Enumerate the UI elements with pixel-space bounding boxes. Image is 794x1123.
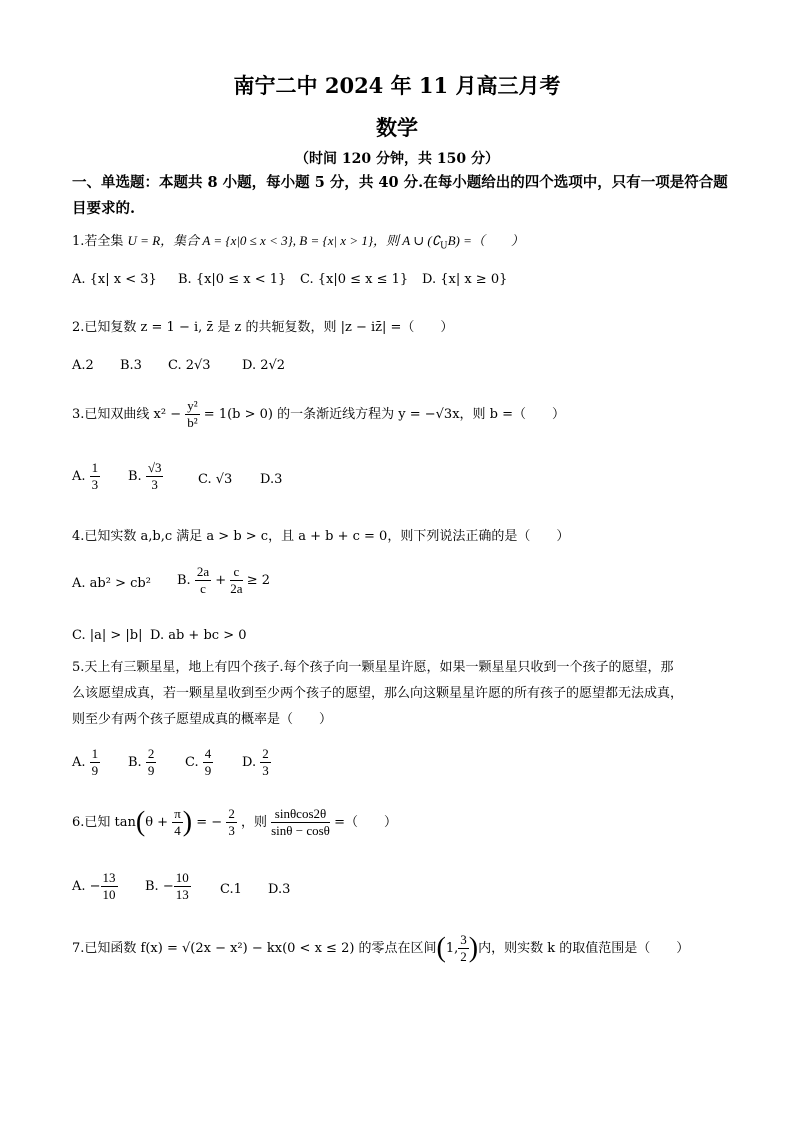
q5-line-3: 则至少有两个孩子愿望成真的概率是（ ） bbox=[72, 712, 333, 727]
q4-option-b[interactable] bbox=[177, 564, 270, 597]
q6-main-frac bbox=[271, 806, 330, 839]
question-5 bbox=[72, 655, 732, 733]
question-4: 4.已知实数 a,b,c 满足 a > b > c，且 a + b + c = 0，则下列说法正确的是（ ） bbox=[72, 529, 570, 544]
q5-option-d[interactable] bbox=[242, 746, 271, 779]
q5-a-label: A. bbox=[72, 755, 86, 770]
q6-b-num: 10 bbox=[175, 870, 189, 885]
question-2: 2.已知复数 z = 1 − i, z̄ 是 z 的共轭复数，则 |z − iz̄| =（ ） bbox=[72, 320, 454, 335]
q5-d-den: 3 bbox=[262, 763, 269, 778]
q6-right-paren: ) bbox=[182, 806, 193, 838]
exam-title: 南宁二中 2024 年 11 月高三月考 bbox=[233, 73, 561, 98]
q4-option-d[interactable]: D. ab + bc > 0 bbox=[150, 628, 247, 643]
q4-b-f2-num: c bbox=[230, 564, 242, 581]
q6-option-b[interactable] bbox=[145, 870, 191, 903]
exam-duration: （时间 120 分钟，共 150 分） bbox=[295, 151, 499, 167]
question-6 bbox=[72, 806, 732, 839]
q3-option-d[interactable]: D.3 bbox=[260, 472, 283, 487]
q6-b-frac bbox=[174, 870, 191, 903]
q5-d-frac bbox=[260, 746, 271, 779]
q3-option-b-label: B. bbox=[128, 469, 142, 484]
q6-a-num: 13 bbox=[102, 870, 116, 885]
q1-option-a[interactable]: A. {x| x < 3} bbox=[72, 272, 157, 287]
q4-b-plus: + bbox=[215, 573, 227, 588]
q4-b-frac2 bbox=[230, 564, 242, 597]
q3-b-num: √3 bbox=[147, 460, 162, 475]
q6-stem-b: = − bbox=[196, 815, 223, 830]
q5-a-den: 9 bbox=[91, 763, 99, 778]
q6-pi-frac bbox=[172, 806, 183, 839]
q3-option-c[interactable]: C. √3 bbox=[198, 472, 233, 487]
q7-left-paren: ( bbox=[436, 932, 446, 964]
q4-b-label: B. bbox=[177, 573, 191, 588]
q3-b-den: 3 bbox=[151, 477, 158, 492]
q7-stem-a: 7.已知函数 f(x) = √(2x − x²) − kx(0 < x ≤ 2) 的零点在区间 bbox=[72, 941, 437, 956]
q6-pi-den: 4 bbox=[174, 823, 181, 838]
q6-stem-a: 6.已知 tan bbox=[72, 815, 136, 830]
q5-line-1: 5.天上有三颗星星，地上有四个孩子.每个孩子向一颗星星许愿，如果一颗星星只收到一个孩子的愿望，那 bbox=[72, 660, 674, 675]
q7-stem-b: 内，则实数 k 的取值范围是（ ） bbox=[478, 941, 690, 956]
q6-r-frac bbox=[226, 806, 237, 839]
q2-option-b[interactable]: B.3 bbox=[120, 358, 142, 373]
q3-fraction bbox=[185, 398, 199, 431]
q5-a-frac bbox=[90, 746, 101, 779]
q3-option-a-frac bbox=[90, 460, 101, 493]
q6-stem-inner: θ + bbox=[145, 815, 169, 830]
q2-option-d[interactable]: D. 2√2 bbox=[242, 358, 286, 373]
q6-b-label: B. − bbox=[145, 879, 174, 894]
q3-stem-a: 3.已知双曲线 x² − bbox=[72, 407, 182, 422]
q3-a-den: 3 bbox=[91, 477, 99, 492]
q3-option-a[interactable] bbox=[72, 460, 100, 493]
q6-main-den: sinθ − cosθ bbox=[271, 823, 330, 838]
q6-b-den: 13 bbox=[175, 887, 189, 902]
q1-suffix: B) =（ ） bbox=[447, 233, 524, 248]
q5-option-c[interactable] bbox=[185, 746, 213, 779]
q1-option-d[interactable]: D. {x| x ≥ 0} bbox=[422, 272, 508, 287]
question-7 bbox=[72, 932, 732, 965]
q5-c-den: 9 bbox=[204, 763, 212, 778]
q1-math: U = R，集合 A = {x|0 ≤ x < 3}, B = {x| x > 1}，则 A ∪ (∁ bbox=[127, 233, 440, 248]
q5-c-num: 4 bbox=[204, 746, 212, 761]
q2-option-a[interactable]: A.2 bbox=[72, 358, 94, 373]
q5-b-num: 2 bbox=[147, 746, 155, 761]
q6-a-den: 10 bbox=[102, 887, 116, 902]
q1-prefix: 1.若全集 bbox=[72, 234, 124, 249]
q5-line-2: 么该愿望成真，若一颗星星收到至少两个孩子的愿望，那么向这颗星星许愿的所有孩子的愿望都无法成真， bbox=[72, 686, 684, 701]
q6-r-den: 3 bbox=[228, 823, 235, 838]
q3-option-a-label: A. bbox=[72, 469, 86, 484]
q4-option-a[interactable]: A. ab² > cb² bbox=[72, 576, 151, 591]
q7-interval-frac bbox=[458, 932, 469, 965]
q6-option-c[interactable]: C.1 bbox=[220, 882, 242, 897]
q6-main-num: sinθcos2θ bbox=[271, 806, 330, 823]
q3-a-num: 1 bbox=[91, 460, 99, 475]
question-1 bbox=[72, 230, 732, 252]
q7-interval-left: 1, bbox=[445, 941, 459, 956]
q1-option-b[interactable]: B. {x|0 ≤ x < 1} bbox=[178, 272, 287, 287]
q3-stem-b: = 1(b > 0) 的一条渐近线方程为 y = −√3x，则 b =（ ） bbox=[203, 407, 566, 422]
q6-stem-c: ，则 bbox=[240, 815, 267, 830]
q5-d-label: D. bbox=[242, 755, 257, 770]
q5-c-label: C. bbox=[185, 755, 199, 770]
q6-r-num: 2 bbox=[228, 806, 235, 821]
q7-int-num: 3 bbox=[460, 932, 467, 947]
q7-int-den: 2 bbox=[460, 949, 467, 964]
question-3 bbox=[72, 398, 732, 431]
q3-option-b[interactable] bbox=[128, 460, 163, 493]
q5-b-den: 9 bbox=[147, 763, 155, 778]
q4-b-suffix: ≥ 2 bbox=[246, 573, 271, 588]
q6-pi-num: π bbox=[174, 806, 181, 821]
q5-option-b[interactable] bbox=[128, 746, 156, 779]
q5-option-a[interactable] bbox=[72, 746, 100, 779]
q3-frac-den: b² bbox=[187, 415, 198, 430]
q4-b-f2-den: 2a bbox=[230, 581, 243, 596]
q7-right-paren: ) bbox=[468, 932, 479, 964]
q6-option-a[interactable] bbox=[72, 870, 118, 903]
q6-a-label: A. − bbox=[72, 879, 101, 894]
subject-title: 数学 bbox=[376, 115, 418, 140]
q1-option-c[interactable]: C. {x|0 ≤ x ≤ 1} bbox=[300, 272, 409, 287]
q6-stem-d: =（ ） bbox=[334, 815, 397, 830]
q4-b-f1-den: c bbox=[200, 581, 206, 596]
q4-b-f1-num: 2a bbox=[196, 564, 210, 579]
q5-b-label: B. bbox=[128, 755, 142, 770]
q3-frac-num: y² bbox=[187, 398, 198, 413]
q6-a-frac bbox=[101, 870, 118, 903]
q5-d-num: 2 bbox=[262, 746, 269, 761]
q6-left-paren: ( bbox=[135, 806, 146, 838]
section-instructions: 一、单选题：本题共 8 小题，每小题 5 分，共 40 分.在每小题给出的四个选项中，只有一项是符合题目要求的. bbox=[72, 174, 728, 217]
q5-b-frac bbox=[146, 746, 157, 779]
q1-sub: U bbox=[440, 241, 448, 252]
q2-option-c[interactable]: C. 2√3 bbox=[168, 358, 211, 373]
q4-b-frac1 bbox=[195, 564, 211, 597]
q5-c-frac bbox=[203, 746, 214, 779]
q6-option-d[interactable]: D.3 bbox=[268, 882, 291, 897]
q4-option-c[interactable]: C. |a| > |b| bbox=[72, 628, 143, 643]
q3-option-b-frac bbox=[146, 460, 164, 493]
q5-a-num: 1 bbox=[91, 746, 99, 761]
